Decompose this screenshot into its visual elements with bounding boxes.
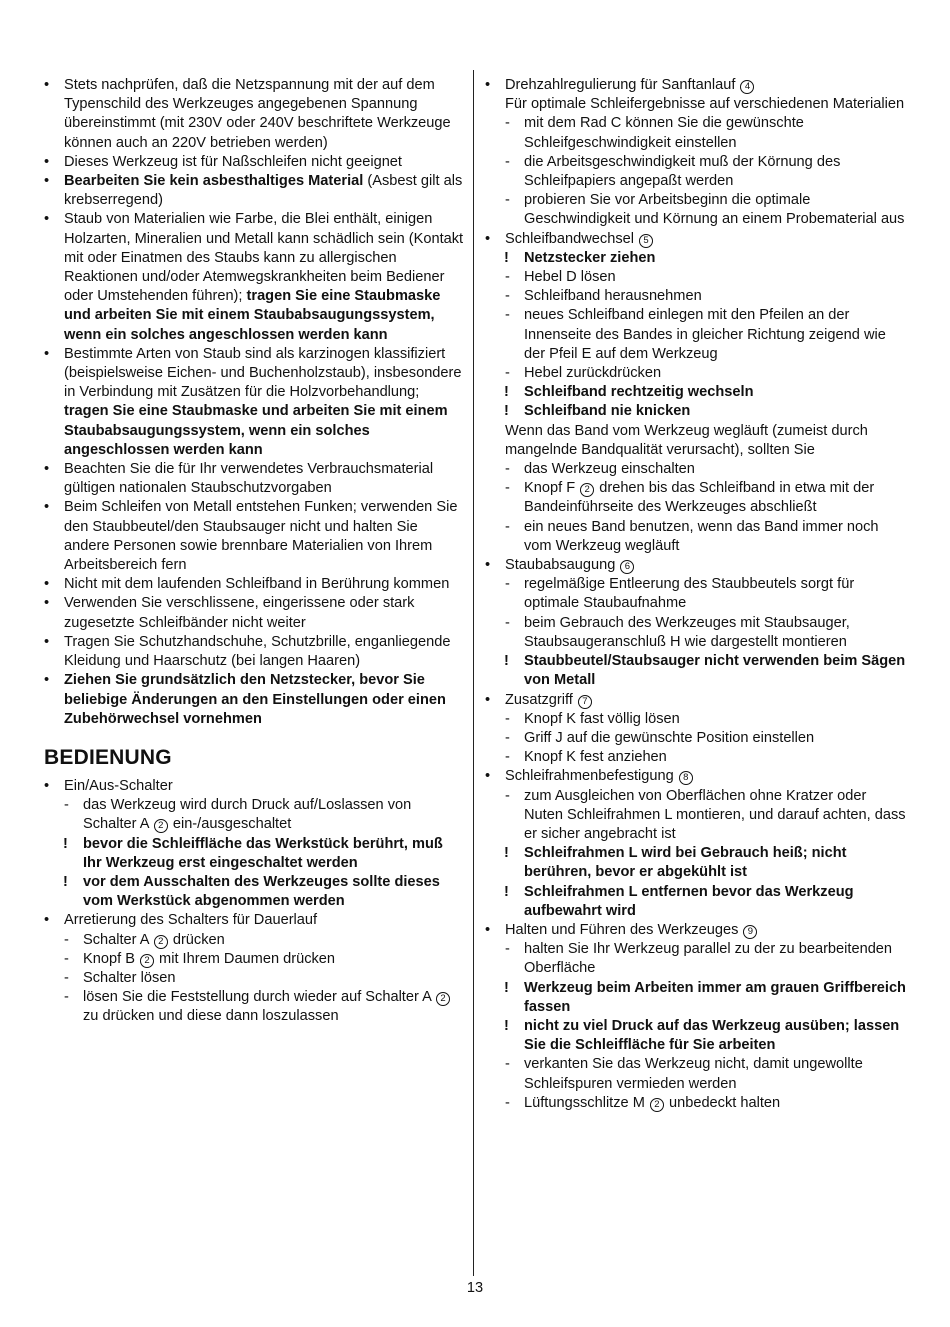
warning-item [485, 844, 907, 882]
bullet-marker: • [485, 557, 491, 574]
warning-item [485, 249, 907, 268]
bold-text: vor dem Ausschalten des Werkzeuges sollte dieses vom Werkstück abgenommen werden [83, 873, 440, 910]
item-text: Schalter A [83, 931, 153, 948]
warning-marker: ! [504, 845, 509, 862]
bullet-item [44, 172, 464, 210]
sub-item [485, 364, 907, 383]
bullet-item [44, 345, 464, 460]
sub-item [485, 287, 907, 306]
bullet-item [44, 777, 464, 796]
figure-reference: 2 [650, 1098, 664, 1112]
sub-item [485, 748, 907, 767]
bullet-marker: • [44, 595, 50, 612]
sub-item [485, 479, 907, 517]
bold-text: Bearbeiten Sie kein asbesthaltiges Material [64, 173, 364, 190]
sub-item [485, 940, 907, 978]
bullet-item [44, 911, 464, 930]
item-text: Ein/Aus-Schalter [64, 777, 173, 794]
figure-reference: 2 [140, 954, 154, 968]
page-number: 13 [466, 1280, 484, 1296]
bullet-marker: • [44, 77, 50, 93]
warning-marker: ! [504, 1017, 509, 1034]
item-text: Schleifrahmenbefestigung [505, 768, 678, 785]
sub-item [485, 575, 907, 613]
item-text: Halten und Führen des Werkzeuges [505, 921, 743, 938]
bullet-item [485, 921, 907, 940]
figure-reference: 5 [639, 234, 653, 248]
item-text: mit dem Rad C können Sie die gewünschte Schleifgeschwindigkeit einstellen [524, 115, 804, 151]
bold-text: nicht zu viel Druck auf das Werkzeug ausüben; lassen Sie die Schleiffläche für Sie arbeiten [524, 1017, 900, 1054]
item-text: Lüftungsschlitze M [524, 1094, 649, 1111]
warning-item [485, 883, 907, 921]
item-text: Schalter lösen [83, 969, 176, 986]
right-column [485, 76, 907, 1113]
sub-item [485, 114, 907, 152]
bullet-marker: • [44, 345, 50, 362]
item-text: Für optimale Schleifergebnisse auf verschiedenen Materialien [505, 96, 905, 113]
warning-item [44, 873, 464, 911]
item-text: Knopf K fest anziehen [524, 749, 667, 766]
figure-reference: 9 [743, 925, 757, 939]
bullet-marker: • [485, 691, 491, 708]
item-text: drücken [168, 931, 225, 948]
sub-item [485, 191, 907, 229]
item-text: Griff J auf die gewünschte Position einstellen [524, 729, 815, 746]
figure-reference: 6 [620, 560, 634, 574]
sub-item [485, 268, 907, 287]
item-text: Hebel zurückdrücken [524, 365, 662, 382]
bold-text: bevor die Schleiffläche das Werkstück berührt, muß Ihr Werkzeug erst eingeschaltet werden [83, 835, 443, 871]
dash-marker: - [64, 969, 69, 986]
bold-text: Schleifrahmen L entfernen bevor das Werkzeug aufbewahrt wird [524, 883, 854, 919]
sub-item [44, 969, 464, 988]
dash-marker: - [64, 950, 69, 967]
dash-marker: - [505, 307, 510, 324]
item-text: beim Gebrauch des Werkzeuges mit Staubsauger, Staubsaugeranschluß H wie dargestellt montieren [524, 614, 850, 650]
sub-item [485, 710, 907, 729]
warning-marker: ! [504, 979, 509, 996]
figure-reference: 7 [578, 695, 592, 709]
item-text: probieren Sie vor Arbeitsbeginn die optimale Geschwindigkeit und Körnung an einem Probematerial aus [524, 192, 905, 228]
bullet-marker: • [44, 576, 50, 593]
dash-marker: - [505, 576, 510, 593]
figure-reference: 8 [679, 771, 693, 785]
item-text: Beim Schleifen von Metall entstehen Funken; verwenden Sie den Staubbeutel/den Staubsauger nicht und halten Sie andere Personen sowie brennbare Materialien von Ihrem Arbeitsbereich fern [64, 499, 458, 574]
dash-marker: - [505, 1094, 510, 1111]
item-text: unbedeckt halten [664, 1094, 781, 1111]
sub-item [485, 729, 907, 748]
bullet-marker: • [485, 768, 491, 785]
section-heading: BEDIENUNG [44, 745, 172, 769]
bullet-marker: • [44, 499, 50, 516]
bullet-item [485, 767, 907, 786]
item-text: Zusatzgriff [505, 691, 577, 708]
dash-marker: - [505, 749, 510, 766]
bullet-item [485, 76, 907, 95]
bold-text: tragen Sie eine Staubmaske und arbeiten Sie mit einem Staubabsaugungssystem, wenn ein solches angeschlossen werden kann [64, 288, 441, 343]
warning-marker: ! [504, 249, 509, 266]
item-text: Knopf B [83, 950, 139, 967]
dash-marker: - [505, 288, 510, 305]
paragraph [485, 422, 907, 460]
item-text: (Asbest gilt als krebserregend) [64, 173, 463, 209]
item-text: neues Schleifband einlegen mit den Pfeilen an der Innenseite des Bandes in gleicher Richtung zeigend wie der Pfeil E auf dem Werkzeug [524, 307, 886, 362]
item-text: Arretierung des Schalters für Dauerlauf [64, 912, 318, 929]
bold-text: Netzstecker ziehen [524, 249, 656, 266]
paragraph [485, 95, 907, 114]
bullet-item [485, 556, 907, 575]
warning-item [485, 1017, 907, 1055]
column-divider [473, 70, 474, 1276]
figure-reference: 2 [580, 483, 594, 497]
sub-item [485, 1055, 907, 1093]
item-text: Knopf K fast völlig lösen [524, 710, 680, 727]
bullet-item [44, 210, 464, 344]
sub-item [485, 153, 907, 191]
bullet-item [44, 76, 464, 153]
figure-reference: 2 [154, 935, 168, 949]
bullet-marker: • [44, 672, 50, 689]
dash-marker: - [64, 931, 69, 948]
bullet-marker: • [44, 633, 50, 650]
warning-marker: ! [504, 653, 509, 670]
bold-text: Werkzeug beim Arbeiten immer am grauen Griffbereich fassen [524, 979, 906, 1015]
dash-marker: - [505, 614, 510, 631]
item-text: Tragen Sie Schutzhandschuhe, Schutzbrille, enganliegende Kleidung und Haarschutz (bei langen Haaren) [64, 633, 451, 670]
item-text: Schleifband herausnehmen [524, 288, 702, 305]
dash-marker: - [505, 269, 510, 286]
dash-marker: - [505, 153, 510, 170]
item-text: halten Sie Ihr Werkzeug parallel zu der zu bearbeitenden Oberfläche [524, 941, 893, 977]
bullet-marker: • [485, 230, 491, 247]
warning-marker: ! [504, 403, 509, 420]
dash-marker: - [505, 710, 510, 727]
item-text: mit Ihrem Daumen drücken [154, 950, 336, 967]
item-text: Schleifbandwechsel [505, 230, 639, 247]
bullet-marker: • [485, 921, 491, 938]
figure-reference: 2 [154, 819, 168, 833]
item-text: Hebel D lösen [524, 269, 616, 286]
dash-marker: - [505, 941, 510, 958]
bullet-marker: • [44, 777, 50, 794]
item-text: Knopf F [524, 480, 580, 497]
left-column [44, 76, 464, 1027]
item-text: Bestimmte Arten von Staub sind als karzinogen klassifiziert (beispielsweise Eichen- und Buchenholzstaub), insbesondere in Verbindung mit Zusätzen für die Holzvorbehandlung; [64, 345, 462, 401]
item-text: regelmäßige Entleerung des Staubbeutels sorgt für optimale Staubaufnahme [524, 576, 855, 612]
dash-marker: - [505, 729, 510, 746]
item-text: Stets nachprüfen, daß die Netzspannung mit der auf dem Typenschild des Werkzeuges angegebenen Spannung übereinstimmt (mit 230V oder 240V beschriftete Werkzeuge können auch an 220V betrieben werden) [64, 77, 451, 151]
bullet-item [485, 691, 907, 710]
bullet-marker: • [44, 912, 50, 929]
sub-item [485, 1094, 907, 1113]
sub-item [44, 988, 464, 1026]
item-text: Staubabsaugung [505, 557, 620, 574]
bullet-item [44, 153, 464, 172]
item-text: Staub von Materialien wie Farbe, die Blei enthält, einigen Holzarten, Mineralien und Metall kann schädlich sein (Kontakt mit oder Einatmen des Staubs kann zu allergischen Reaktionen und/oder Atemwegskrankheiten beim Bediener oder Umstehenden führen); [64, 211, 464, 305]
sub-item [485, 787, 907, 845]
item-text: Verwenden Sie verschlissene, eingerissene oder stark zugesetzte Schleifbänder nicht weiter [64, 595, 415, 631]
sub-item [44, 950, 464, 969]
dash-marker: - [505, 787, 510, 804]
bullet-marker: • [485, 77, 491, 93]
warning-item [485, 402, 907, 421]
item-text: verkanten Sie das Werkzeug nicht, damit ungewollte Schleifspuren vermieden werden [524, 1056, 863, 1092]
bullet-item [44, 460, 464, 498]
warning-marker: ! [504, 384, 509, 401]
sub-item [485, 518, 907, 556]
sub-item [44, 796, 464, 834]
item-text: das Werkzeug einschalten [524, 461, 695, 478]
warning-item [485, 979, 907, 1017]
bullet-marker: • [44, 211, 50, 228]
item-text: Drehzahlregulierung für Sanftanlauf [505, 77, 740, 93]
item-text: zu drücken und diese dann loszulassen [83, 1008, 339, 1025]
bullet-item [44, 633, 464, 671]
bold-text: Ziehen Sie grundsätzlich den Netzstecker, bevor Sie beliebige Änderungen an den Einstellungen oder einen Zubehörwechsel vornehmen [64, 672, 446, 727]
bullet-marker: • [44, 173, 50, 190]
item-text: lösen Sie die Feststellung durch wieder auf Schalter A [83, 989, 436, 1006]
sub-item [485, 614, 907, 652]
sub-item [44, 931, 464, 950]
bullet-item [44, 671, 464, 729]
item-text: drehen bis das Schleifband in etwa mit der Bandeinführseite des Werkzeuges abschließt [524, 480, 875, 516]
dash-marker: - [505, 115, 510, 132]
dash-marker: - [505, 192, 510, 209]
item-text: Wenn das Band vom Werkzeug wegläuft (zumeist durch mangelnde Bandqualität verursacht), sollten Sie [505, 422, 868, 458]
bullet-marker: • [44, 153, 50, 170]
item-text: die Arbeitsgeschwindigkeit muß der Körnung des Schleifpapiers angepaßt werden [524, 153, 841, 190]
bullet-item [485, 230, 907, 249]
bullet-marker: • [44, 461, 50, 478]
bold-text: tragen Sie eine Staubmaske und arbeiten Sie mit einem Staubabsaugungssystem, wenn ein solches angeschlossen werden kann [64, 403, 448, 458]
sub-item [485, 460, 907, 479]
bold-text: Staubbeutel/Staubsauger nicht verwenden beim Sägen von Metall [524, 653, 906, 689]
item-text: zum Ausgleichen von Oberflächen ohne Kratzer oder Nuten Schleifrahmen L montieren, und darauf achten, dass er sicher angebracht ist [524, 787, 906, 842]
sub-item [485, 306, 907, 364]
dash-marker: - [505, 1056, 510, 1073]
dash-marker: - [505, 518, 510, 535]
item-text: Nicht mit dem laufenden Schleifband in Berührung kommen [64, 576, 450, 593]
item-text: Beachten Sie die für Ihr verwendetes Verbrauchsmaterial gültigen nationalen Staubschutzvorgaben [64, 461, 434, 497]
bold-text: Schleifrahmen L wird bei Gebrauch heiß; nicht berühren, bevor er abgekühlt ist [524, 845, 847, 881]
warning-marker: ! [504, 883, 509, 900]
bullet-item [44, 575, 464, 594]
warning-item [44, 835, 464, 873]
dash-marker: - [505, 365, 510, 382]
warning-marker: ! [63, 873, 68, 890]
item-text: Dieses Werkzeug ist für Naßschleifen nicht geeignet [64, 153, 402, 170]
item-text: ein-/ausgeschaltet [168, 816, 292, 833]
warning-marker: ! [63, 835, 68, 852]
figure-reference: 2 [436, 992, 450, 1006]
bullet-item [44, 594, 464, 632]
warning-item [485, 652, 907, 690]
bold-text: Schleifband rechtzeitig wechseln [524, 384, 754, 401]
item-text: das Werkzeug wird durch Druck auf/Loslassen von Schalter A [83, 797, 412, 833]
bullet-item [44, 498, 464, 575]
dash-marker: - [505, 480, 510, 497]
dash-marker: - [64, 989, 69, 1006]
figure-reference: 4 [740, 80, 754, 94]
dash-marker: - [505, 461, 510, 478]
dash-marker: - [64, 797, 69, 814]
item-text: ein neues Band benutzen, wenn das Band immer noch vom Werkzeug wegläuft [524, 518, 879, 554]
bold-text: Schleifband nie knicken [524, 403, 691, 420]
warning-item [485, 383, 907, 402]
